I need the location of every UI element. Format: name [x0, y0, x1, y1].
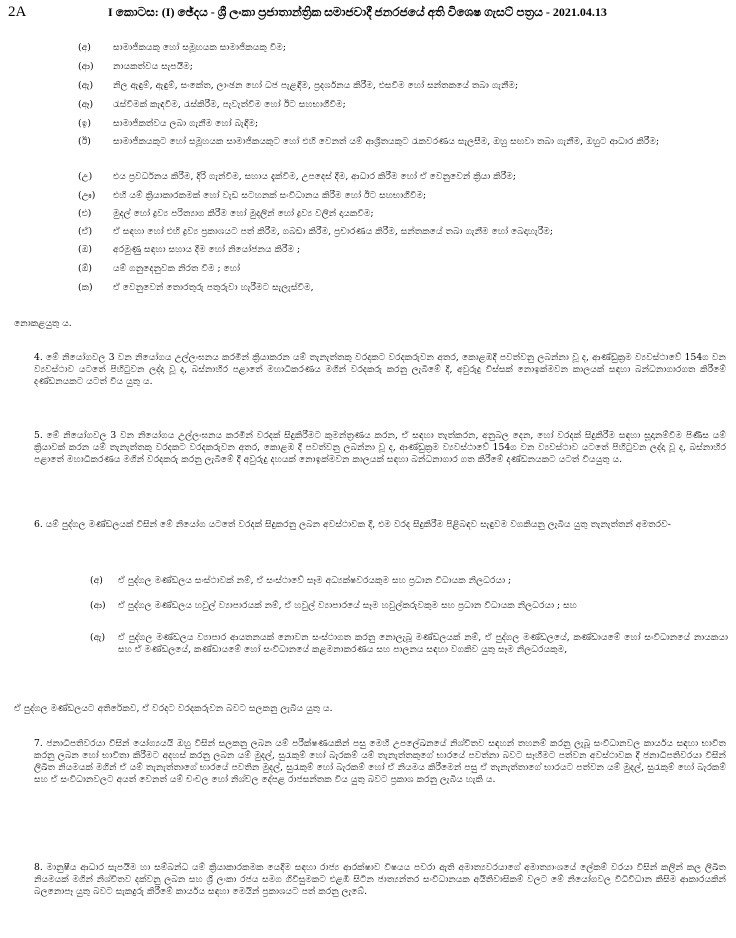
list-text: එය ප්‍රවර්ධනය කිරීම, දිරි ගැන්වීම, සහාය දැක්වීම, උපදෙස් දීම, ආධාර කිරීම හෝ ඒ වෙනුවෙන් ක්‍රියා කිරීම;	[113, 171, 516, 182]
list-text: ඒ පුද්ගල මණ්ඩලය සංස්ථාවක් නම්, ඒ සංස්ථාවේ සෑම අධ්‍යක්ෂවරයකුම සහ ප්‍රධාන විධායක නිලධරයා ;	[118, 575, 512, 586]
list-text: ඒ පුද්ගල මණ්ඩලය හවුල් ව්‍යාපාරයක් නම්, ඒ හවුල් ව්‍යාපාරයේ සෑම හවුල්කරුවකුම සහ ප්‍රධාන විධායක නිලධරයා ; සහ	[118, 600, 577, 611]
list-text: ඒ සඳහා හෝ එහි ද්‍රව්‍ය ප්‍රකාශයට පත් කිරීම, ගබඩා කිරීම, ප්‍රචාරණය කිරීම, සන්තකයේ තබා ගැනීම හෝ බෙදාහැරීම;	[113, 226, 553, 237]
list-text: ඒ පුද්ගල මණ්ඩලය ව්‍යාපාර ආයතනයක් නොවන සංස්ථාගත කරනු නොලැබූ මණ්ඩලයක් නම්, ඒ පුද්ගල මණ්ඩලයේ, කණ්ඩායමේ හෝ සංවිධානයේ නායකයා සහ ඒ මණ්ඩලයේ, කණ්ඩායමේ හෝ සංවිධානයේ කළමනාකරණය සහ පාලනය සඳහා වගකිව යුතු සෑම නිලධරයකුම,	[118, 632, 728, 655]
list-label: (ඇ)	[78, 80, 94, 91]
list-label: (ඔ)	[78, 244, 92, 255]
list-text: ඒ වෙනුවෙන් තොරතුරු පතුරුවා හැරීමට සැලැස්වීම,	[113, 282, 314, 293]
list-text: එහි යම් ක්‍රියාකාරකමක් හෝ වැඩ සටහනක් සංවිධානය කිරීම හෝ ඊට සහභාගීවීම;	[113, 190, 427, 201]
paragraph-7: 7. ජනාධිපතිවරයා විසින් යෝග්‍යයයි ඔහු විසින් සලකනු ලබන යම් පරීක්ෂණයකින් පසු මෙහි උපලේඛනයේ නිශ්චිතව සඳහන් තහනම් කරනු ලැබූ සංවිධානවල කාර්යය සඳහා භාවිත කරනු ලබන හෝ භාවිතා කිරීමට අදහස් කරනු ලබන යම් මුදල්, සුරැකුම් හෝ බැරකම් යම් තැනැත්තකුගේ භාරයේ පවත්නා බවට සෑහීමට පත්වන අවස්ථාවක දී ජනාධිපතිවරයා විසින් ලිඛිත නියමයක් මගින් ඒ යම් තැනැත්තාගේ භාරයේ පවතින මුදල්, සුරැකුම් හෝ බැරකම් හෝ ඒ නියමය කිරීමෙන් පසු ඒ තැනැත්තාගේ භාරයට පත්වන යම් මුදල්, සුරැකුම් හෝ බැරකම් සහ ඒ සංවිධානවලට අයත් වෙනත් යම් චංචල හෝ නිශ්චල දේපළ රාජසන්තක විය යුතු බවට ප්‍රකාශ කරනු ලැබිය හැකි ය.	[34, 738, 726, 785]
list-label: (ආ)	[90, 600, 106, 611]
list-text: අරමුණු සඳහා සහාය දීම හෝ නියෝජනය කිරීම ;	[113, 244, 301, 255]
list-label: (අ)	[78, 42, 91, 53]
list-text: රැස්වීමක් කැඳවීම, රැස්කිරීම, පැවැත්වීම හෝ ඊට සහභාගීවීම;	[113, 99, 346, 110]
list-text: නිල ඇඳුම්, ඇඳුම්, සංකේත, ලාංඡන හෝ ධජ පැළඳීම, ප්‍රදර්ශනය කිරීම, එසවීම හෝ සන්තකයේ තබා ගැනීම;	[113, 80, 519, 91]
list-text: මුදල් හෝ ද්‍රව්‍ය පරිත්‍යාග කිරීම හෝ මුදලින් හෝ ද්‍රව්‍ය වලින් දායකවීම;	[113, 208, 374, 219]
paragraph-8: 8. මානුෂීය ආධාර සැපයීම හා සම්බන්ධ යම් ක්‍රියාකාරකමක යෙදීම සඳහා රාජ්‍ය ආරක්ෂාව විෂයය පවරා ඇති අමාත්‍යවරයාගේ අමාත්‍යාංශයේ ලේකම් වරයා විසින් කලින් කල ලිඛිත නියමයක් මගින් නිශ්චිතව දක්වනු ලබන සහ ශ්‍රී ලංකා රජය සමග ගිවිසුමකට එළඹී සිටින ජාත්‍යන්තර සංවිධානයක අයිතිවාසිකම් වලට මේ නියෝගවල විධිවිධාන කිසිම ආකාරයකින් බලනොපෑ යුතු බවට සැකදුරු කිරීමේ කාර්යය සඳහා මෙයින් ප්‍රකාශයට පත් කරනු ලැබේ.	[34, 862, 726, 897]
list-label: (ඌ)	[78, 190, 96, 201]
header-title: I කොටස: (I) ඡේදය - ශ්‍රී ලංකා ප්‍රජාතාන්ත්‍රික සමාජවාදී ජනරජයේ අති විශෙෂ ගැසට් පත්‍රය - 2021.04.13	[108, 5, 607, 19]
paragraph-6: 6. යම් පුද්ගල මණ්ඩලයක් විසින් මේ නියෝග යටතේ වරදක් සිදුකරනු ලබන අවස්ථාවක දී, එම වරද සිදුකිරීම පිළිබඳව සැඳුවම වගකියනු ලැබිය යුතු තැනැත්තන් අමතරව-	[34, 519, 671, 530]
list-label: (ඉ)	[78, 118, 91, 129]
paragraph-5: 5. මේ නියෝගවල 3 වන නියෝගය උල්ලංඝනය කරමින් වරදක් සිදුකිරීමට කුමන්ත්‍රණය කරන, ඒ සඳහා තැත්කරන, අනුබල දෙන, හෝ වරදක් සිදුකිරීම සඳහා සූදානම්වීම පිණිස යම් ක්‍රියාවක් කරන යම් තැනැත්තකු වරදකට වරදකරුවන අතර, කොළඹ දී පවත්වනු ලබන්නා වූ ද, ආණ්ඩුක්‍රම ව්‍යවස්ථාවේ 154ග වන ව්‍යවස්ථාව යටතේ පිහිටුවන ලද්දා වූ ද, බස්නාහිර පළාතේ මහාධිකරණය මගින් වරදකරු කරනු ලැබීමේ දී අවුරුදු දහයක් නොඉක්මවන කාලයක් සඳහා බන්ධනාගාර ගත කිරීමේ දණ්ඩනයකට යටත් වියයුතු ය.	[34, 430, 726, 465]
list-label: (අ)	[90, 575, 103, 586]
list-label: (ආ)	[78, 61, 94, 72]
list-text: සාමාජිකත්වය ලබා ගැනීම හෝ බැඳීම;	[113, 118, 259, 129]
paragraph-6-end: ඒ පුද්ගල මණ්ඩලයට අතිරේකව, ඒ වරදට වරදකරුවන බවට සලකනු ලැබිය යුතු ය.	[14, 703, 333, 714]
list-text: සාමාජිකයකුට හෝ සමූහයක සාමාජිකයකුට හෝ එහි වෙනත් යම් ආශ්‍රිතයකුට රැකවරණය සැලසීම, ඔහු සඟවා තබා ගැනීම, ඔහුට ආධාර කිරීම;	[113, 136, 660, 147]
page-header	[8, 4, 728, 26]
list-label: (ඈ)	[78, 99, 94, 110]
list-label: (ඕ)	[78, 263, 92, 274]
list-label: (ඇ)	[90, 632, 106, 643]
list-label: (උ)	[78, 171, 93, 182]
list-label: (එ)	[78, 208, 92, 219]
list-text: සාමාජිකයකු හෝ සමූහයක සාමාජිකයකු වීම;	[113, 42, 287, 53]
list-label: (ඒ)	[78, 226, 93, 237]
list-label: (ඊ)	[78, 136, 91, 147]
paragraph-4: 4. මේ නියෝගවල 3 වන නියෝගය උල්ලංඝනය කරමින් ක්‍රියාකරන යම් තැනැත්තකු වරදකට වරදකරුවන අතර, කොළඹදී පවත්වනු ලබන්නා වූ ද, ආණ්ඩුක්‍රම ව්‍යවස්ථාවේ 154ග වන ව්‍යවස්ථාව යටතේ පිහිටුවන ලද්දා වූ ද, බස්නාහිර පළාතේ මහාධිකරණය මගින් වරදකරු කරනු ලැබීමේ දී, අවුරුදු විස්සක් නොඉක්මවන කාලයක් සඳහා බන්ධනාගාරගත කිරීමේ දණ්ඩනයකට යටත් විය යුතු ය.	[34, 352, 726, 387]
not-allowed-text: නොකළයුතු ය.	[14, 318, 72, 329]
list-text: නායකත්වය සැපයීම;	[113, 61, 193, 72]
list-label: (ක)	[78, 282, 93, 293]
page-number: 2A	[8, 4, 27, 20]
list-text: යම් ගනුදෙනුවක නිරත වීම ; හෝ	[113, 263, 240, 274]
